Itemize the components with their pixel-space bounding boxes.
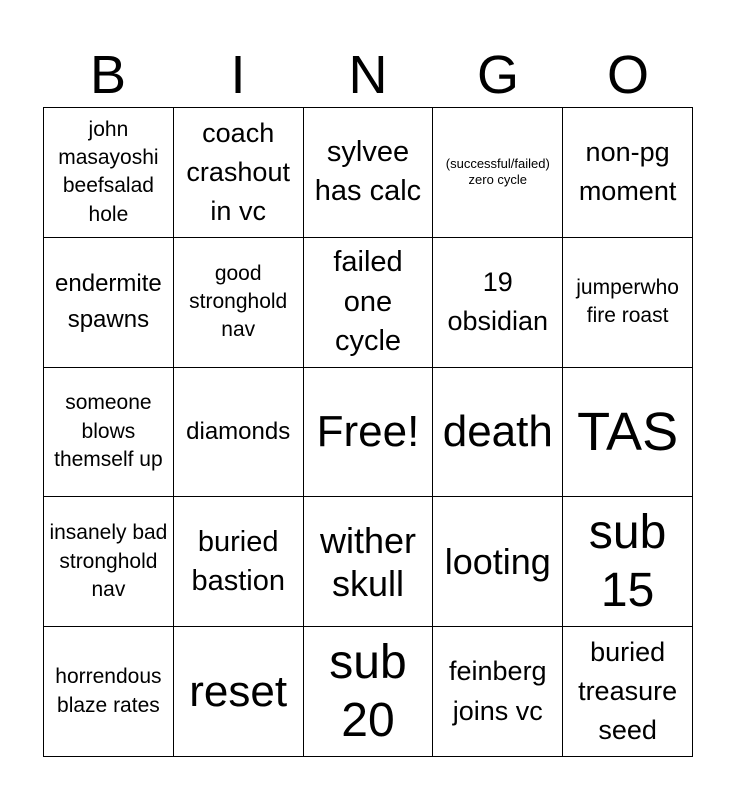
bingo-header <box>43 44 693 106</box>
cell-text: feinberg joins vc <box>449 656 547 726</box>
bingo-cell[interactable] <box>433 368 563 498</box>
cell-text: TAS <box>577 401 679 462</box>
cell-text: 19 obsidian <box>447 267 549 337</box>
bingo-cell[interactable] <box>433 108 563 238</box>
cell-text: jumperwho fire roast <box>576 275 679 328</box>
bingo-cell[interactable] <box>563 108 693 238</box>
cell-text: insanely bad stronghold nav <box>49 521 168 601</box>
cell-text: sylvee has calc <box>314 136 422 208</box>
bingo-cell[interactable] <box>174 238 304 368</box>
cell-text: good stronghold nav <box>189 261 288 342</box>
header-letter-o: O <box>606 45 649 105</box>
cell-text: looting <box>444 541 551 583</box>
cell-text: failed one cycle <box>333 246 403 357</box>
bingo-cell[interactable] <box>44 238 174 368</box>
bingo-cell[interactable] <box>563 627 693 757</box>
bingo-cell[interactable] <box>174 108 304 238</box>
bingo-cell[interactable] <box>563 238 693 368</box>
bingo-cell[interactable] <box>174 627 304 757</box>
bingo-cell[interactable] <box>304 627 434 757</box>
bingo-cell[interactable] <box>433 497 563 627</box>
header-letter-g: G <box>476 45 519 105</box>
cell-text: buried treasure seed <box>578 636 678 746</box>
cell-text: death <box>442 407 553 457</box>
cell-text: someone blows themself up <box>54 391 163 472</box>
bingo-cell[interactable] <box>44 108 174 238</box>
bingo-cell[interactable] <box>563 368 693 498</box>
bingo-grid <box>43 107 693 757</box>
header-letter-i: I <box>230 45 246 105</box>
cell-text: sub 20 <box>329 636 407 747</box>
cell-text: wither skull <box>319 519 416 604</box>
bingo-cell[interactable] <box>44 368 174 498</box>
bingo-cell[interactable] <box>174 368 304 498</box>
cell-text: coach crashout in vc <box>186 117 290 226</box>
bingo-cell[interactable] <box>563 497 693 627</box>
bingo-cell[interactable] <box>433 238 563 368</box>
bingo-cell[interactable] <box>174 497 304 627</box>
cell-text: diamonds <box>186 417 291 445</box>
bingo-cell[interactable] <box>304 108 434 238</box>
cell-text: buried bastion <box>191 525 285 597</box>
cell-text: non-pg moment <box>578 137 677 207</box>
bingo-cell[interactable] <box>304 497 434 627</box>
header-letter-n: N <box>348 45 388 105</box>
free-space-cell[interactable] <box>304 368 434 498</box>
cell-text: reset <box>189 667 288 716</box>
cell-text: (successful/failed) zero cycle <box>445 155 550 188</box>
cell-text: horrendous blaze rates <box>55 665 162 717</box>
header-letter-b: B <box>89 45 127 105</box>
cell-text: sub 15 <box>588 506 667 617</box>
bingo-cell[interactable] <box>44 627 174 757</box>
cell-text: john masayoshi beefsalad hole <box>58 117 159 226</box>
bingo-cell[interactable] <box>433 627 563 757</box>
cell-text: Free! <box>316 407 420 457</box>
cell-text: endermite spawns <box>55 270 162 334</box>
bingo-cell[interactable] <box>304 238 434 368</box>
bingo-cell[interactable] <box>44 497 174 627</box>
